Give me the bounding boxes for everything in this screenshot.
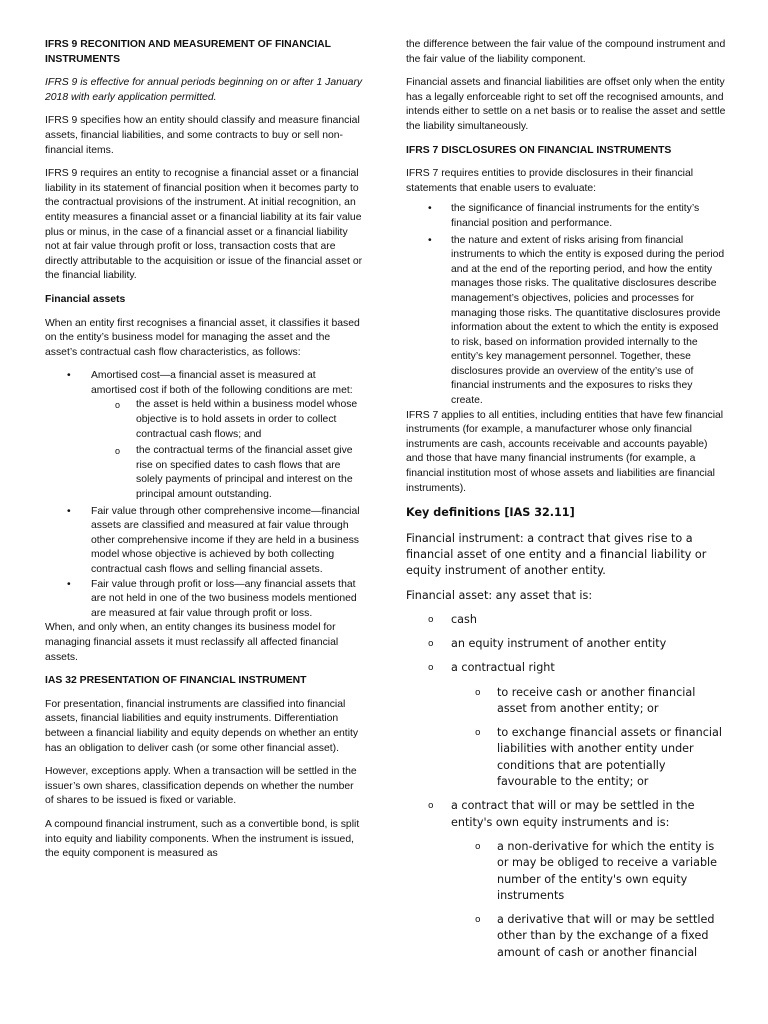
list-item-text: Amortised cost—a financial asset is measured at amortised cost if both of the following conditions are met: (91, 370, 353, 396)
paragraph: the difference between the fair value of the compound instrument and the fair value of the liability component. (406, 39, 726, 65)
list-item-text: a contract that will or may be settled in the entity's own equity instruments and is: (451, 799, 695, 829)
circle-marker: o (115, 446, 121, 457)
key-definitions-heading: Key definitions [IAS 32.11] (406, 506, 575, 520)
paragraph: IFRS 7 applies to all entities, including entities that have few financial instruments (for example, a manufacturer whose only financial instruments are cash, accounts receivable and accounts payable) and those that have many financial instruments (for example, a financial institution most of whose assets and liabilities are financial instruments). (406, 409, 724, 494)
ifrs7-heading: IFRS 7 DISCLOSURES ON FINANCIAL INSTRUMENTS (406, 144, 672, 156)
list-item (406, 234, 726, 409)
list-item-text: the asset is held within a business model whose objective is to hold assets in order to collect contractual cash flows; and (136, 399, 358, 440)
bullet-marker: • (428, 203, 432, 215)
sub-list-item (45, 398, 363, 442)
bullet-marker: • (67, 505, 71, 517)
circle-marker: o (475, 841, 481, 852)
ias32-heading: IAS 32 PRESENTATION OF FINANCIAL INSTRUMENT (45, 675, 307, 687)
paragraph: When, and only when, an entity changes its business model for managing financial assets it must reclassify all affected financial assets. (45, 622, 339, 663)
list-item (406, 202, 726, 231)
list-item-text: Fair value through profit or loss—any financial assets that are not held in one of the two business models mentioned are measured at fair value through profit or loss. (91, 578, 357, 619)
financial-assets-heading: Financial assets (45, 293, 126, 305)
circle-marker: o (475, 915, 481, 926)
list-item-text: the nature and extent of risks arising from financial instruments to which the entity is exposed during the period and at the end of the reporting period, and how the entity manages those risks. The qualitative disclosures describe management’s objectives, policies and processes for managing those risks. The quantitative disclosures provide information about the extent to which the entity is exposed to risk, based on information provided internally to the entity’s key management personnel. Together, these disclosures provide an overview of the entity’s use of financial instruments and the exposures to risks they create. (451, 234, 725, 407)
paragraph: IFRS 9 requires an entity to recognise a financial asset or a financial liability in its statement of financial position when it becomes party to the contractual provisions of the instrument. At initial recognition, an entity measures a financial asset or a financial liability at its fair value plus or minus, in the case of a financial asset or a financial liability not at fair value through profit or loss, transaction costs that are directly attributable to the acquisition or issue of the financial asset or the financial liability. (45, 168, 363, 282)
list-item-text: cash (451, 612, 477, 626)
list-item-text: an equity instrument of another entity (451, 637, 667, 650)
list-item (45, 369, 363, 398)
list-item-text: Fair value through other comprehensive income—financial assets are classified and measured at fair value through other comprehensive income if they are held in a business model whose objective is achieved by both collecting contractual cash flows and selling financial assets. (91, 505, 360, 575)
paragraph: When an entity first recognises a financial asset, it classifies it based on the entity’s business model for managing the asset and the asset’s contractual cash flow characteristics, as follows: (45, 317, 360, 358)
sub-list-item (406, 725, 726, 790)
paragraph: However, exceptions apply. When a transaction will be settled in the issuer’s own shares, classification depends on whether the number of shares to be issued is fixed or variable. (45, 766, 357, 807)
circle-marker: o (475, 728, 481, 739)
circle-marker: o (475, 687, 481, 698)
circle-marker: o (428, 663, 434, 674)
list-item-text: to receive cash or another financial asset from another entity; or (497, 685, 696, 715)
list-item-text: a contractual right (451, 661, 555, 675)
sub-list-item (45, 444, 363, 502)
sub-list-item (406, 912, 726, 961)
ifrs9-heading: IFRS 9 RECONITION AND MEASUREMENT OF FINANCIAL INSTRUMENTS (45, 39, 331, 65)
bullet-marker: • (428, 234, 432, 246)
list-item-text: a derivative that will or may be settled other than by the exchange of a fixed amount of cash or another financial (497, 913, 715, 959)
list-item (45, 505, 363, 578)
left-column (45, 38, 363, 871)
circle-marker: o (115, 400, 121, 411)
circle-marker: o (428, 614, 434, 625)
list-item (406, 636, 726, 652)
list-item-text: the significance of financial instruments for the entity’s financial position and performance. (451, 203, 700, 229)
list-item-text: the contractual terms of the financial asset give rise on specified dates to cash flows that are solely payments of principal and interest on the principal amount outstanding. (136, 445, 353, 501)
right-column (406, 38, 726, 969)
effective-date-note: IFRS 9 is effective for annual periods beginning on or after 1 January 2018 with early application permitted. (45, 77, 363, 103)
sub-list-item (406, 839, 726, 904)
bullet-marker: • (67, 578, 71, 590)
paragraph: Financial assets and financial liabilities are offset only when the entity has a legally enforceable right to set off the recognised amounts, and intends either to settle on a net basis or to realise the asset and settle the liability simultaneously. (406, 77, 726, 132)
circle-marker: o (428, 801, 434, 812)
list-item-text: a non-derivative for which the entity is or may be obliged to receive a variable number of the entity's own equity instruments (497, 839, 718, 902)
paragraph: IFRS 7 requires entities to provide disclosures in their financial statements that enable users to evaluate: (406, 168, 694, 194)
key-definitions-section (406, 505, 726, 961)
paragraph: For presentation, financial instruments are classified into financial assets, financial liabilities and equity instruments. Differentiation between a financial liability and equity depends on whether an entity has an obligation to deliver cash (or some other financial asset). (45, 698, 359, 754)
list-item (406, 798, 726, 831)
sub-list-item (406, 685, 726, 718)
paragraph: A compound financial instrument, such as a convertible bond, is split into equity and liability components. When the instrument is issued, the equity component is measured as (45, 818, 360, 860)
paragraph: IFRS 9 specifies how an entity should classify and measure financial assets, financial liabilities, and some contracts to buy or sell non-financial items. (45, 115, 360, 156)
list-item (406, 660, 726, 676)
list-item (406, 612, 726, 628)
list-item (45, 578, 363, 622)
definition: Financial asset: any asset that is: (406, 589, 593, 603)
circle-marker: o (428, 639, 434, 649)
definition: Financial instrument: a contract that gives rise to a financial asset of one entity and a financial liability or equity instrument of another entity. (406, 531, 707, 578)
list-item-text: to exchange financial assets or financial liabilities with another entity under conditions that are potentially favourable to the entity; or (497, 726, 722, 789)
bullet-marker: • (67, 370, 71, 382)
